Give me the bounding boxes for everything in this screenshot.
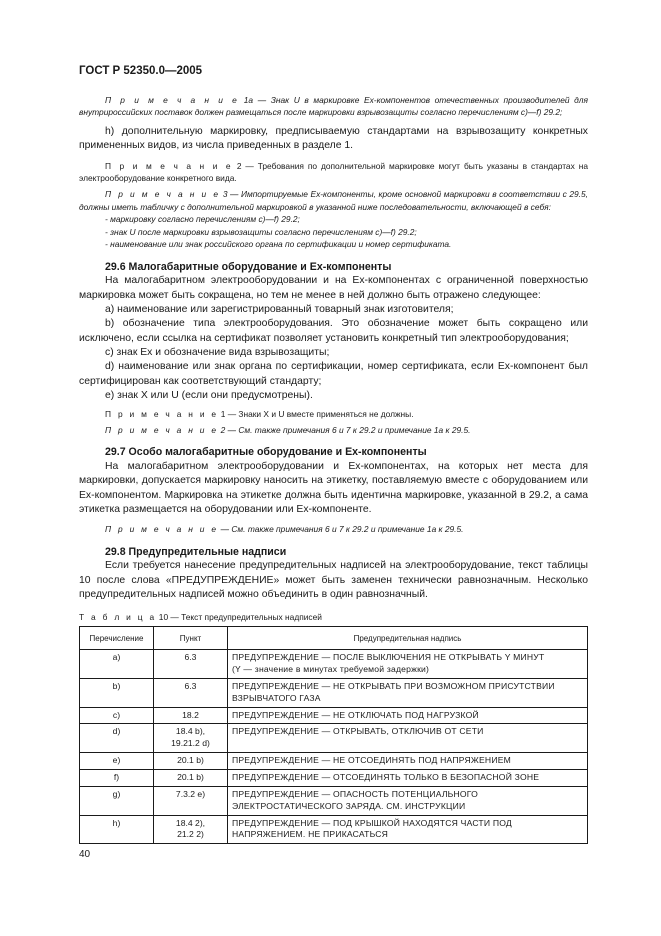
warnings-table [79,626,588,844]
cell-warning: ПРЕДУПРЕЖДЕНИЕ — ОТСОЕДИНЯТЬ ТОЛЬКО В БЕЗОПАСНОЙ ЗОНЕ [228,770,588,787]
table-caption-label: Т а б л и ц а [79,611,157,622]
cell-clause: 6.3 [154,678,228,707]
cell-enum: a) [80,650,154,679]
note-text: — См. также примечания 6 и 7 к 29.2 и примечание 1а к 29.5. [218,524,464,535]
section-29-6-item-b: b) обозначение типа электрооборудования. Это обозначение может быть сокращено или исключено, если ссылка на сертификат позволяет установить конкретный тип электрооборудования; [79,318,588,344]
page-content [79,94,588,844]
table-row [80,786,588,815]
note-text: 2 — Требования по дополнительной маркировке могут быть указаны в стандартах на электрооборудование конкретного вида. [79,160,588,184]
table-row [80,707,588,724]
note-2 [79,160,588,185]
section-29-7-text: На малогабаритном электрооборудовании и Ех-компонентах, на которых нет места для маркировки, допускается маркировку наносить на этикетку, поставляемую вместе с оборудованием или Ех-компонентом. Маркировка на этикетке должна быть идентична маркировке, указанной в 29.2, а сама этикетка размещается на оборудовании или Ех-компоненте. [79,460,588,516]
table-row [80,753,588,770]
table-caption [79,612,588,624]
warning-subtext: (Y — значение в минутах требуемой задержки) [232,664,430,674]
cell-clause: 6.3 [154,650,228,679]
table-row [80,815,588,844]
note-label: П р и м е ч а н и е [105,424,219,435]
note-text: 1 — Знаки X и U вместе применяться не должны. [218,408,414,419]
section-29-6-note-2 [79,424,588,436]
section-29-6-intro: На малогабаритном электрооборудовании и на Ех-компонентах с ограниченной поверхностью маркировка может быть сокращена, но тем не менее в ней должно быть отражено следующее: [79,275,588,301]
column-header-enum: Перечисление [80,627,154,650]
cell-enum: b) [80,678,154,707]
cell-enum: c) [80,707,154,724]
table-row [80,724,588,753]
note-text: 1а — Знак U в маркировке Ех-компонентов отечественных производителей для внутрироссийских поставок должен размещаться после маркировки взрывозащиты согласно перечислениям с)—f) 29.2; [79,95,589,118]
cell-warning: ПРЕДУПРЕЖДЕНИЕ — ОТКРЫВАТЬ, ОТКЛЮЧИВ ОТ СЕТИ [228,724,588,753]
cell-enum: g) [80,786,154,815]
cell-warning: ПРЕДУПРЕЖДЕНИЕ — НЕ ОТКЛЮЧАТЬ ПОД НАГРУЗКОЙ [228,707,588,724]
list-item: - знак U после маркировки взрывозащиты согласно перечислениям с)—f) 29.2; [105,226,417,237]
cell-clause: 7.3.2 e) [154,786,228,815]
cell-warning [228,650,588,679]
table-row [80,770,588,787]
column-header-clause: Пункт [154,627,228,650]
note-text: 3 — Импортируемые Ех-компоненты, кроме основной маркировки в соответствии с 29.5, должны иметь табличку с дополнительной маркировкой в указанной ниже последовательности, включающей в себя: [79,189,588,212]
note-label: П р и м е ч а н и е [105,160,233,171]
item-h: h) дополнительную маркировку, предписываемую стандартами на взрывозащиту конкретных примененных видов, из числа приведенных в разделе 1. [79,125,588,152]
note-label: П р и м е ч а н и е [105,95,240,105]
cell-enum: h) [80,815,154,844]
note-1a [79,94,588,119]
cell-clause: 18.4 2), 21.2 2) [154,815,228,844]
cell-enum: e) [80,753,154,770]
note-label: П р и м е ч а н и е [105,524,219,535]
section-29-6-item-c: с) знак Ех и обозначение вида взрывозащиты; [105,347,330,359]
cell-warning: ПРЕДУПРЕЖДЕНИЕ — НЕ ОТКРЫВАТЬ ПРИ ВОЗМОЖНОМ ПРИСУТСТВИИ ВЗРЫВЧАТОГО ГАЗА [228,678,588,707]
cell-clause: 20.1 b) [154,753,228,770]
section-29-6-note-1 [79,408,588,420]
list-item: - маркировку согласно перечислениям с)—f) 29.2; [105,214,300,225]
section-29-6-item-d: d) наименование или знак органа по сертификации, номер сертификата, если Ех-компонент был сертифицирован как соответствующий стандарту; [79,361,588,387]
list-item: - наименование или знак российского органа по сертификации и номер сертификата. [105,239,452,250]
note-text: 2 — См. также примечания 6 и 7 к 29.2 и примечание 1а к 29.5. [218,424,471,435]
section-29-6-item-a: а) наименование или зарегистрированный товарный знак изготовителя; [105,303,454,315]
cell-clause: 18.2 [154,707,228,724]
table-row [80,650,588,679]
cell-clause: 20.1 b) [154,770,228,787]
note-3 [79,188,588,213]
section-29-7-title: 29.7 Особо малогабаритные оборудование и Ех-компоненты [105,446,427,459]
table-row [80,678,588,707]
note-3-list [79,213,588,250]
note-label: П р и м е ч а н и е [105,408,219,419]
table-caption-text: 10 — Текст предупредительных надписей [156,611,322,622]
note-label: П р и м е ч а н и е [105,189,221,200]
section-29-8-title: 29.8 Предупредительные надписи [105,545,287,558]
section-29-6-title: 29.6 Малогабаритные оборудование и Ех-компоненты [105,260,392,273]
column-header-warning: Предупредительная надпись [228,627,588,650]
table-header-row [80,627,588,650]
cell-clause: 18.4 b), 19.21.2 d) [154,724,228,753]
cell-warning: ПРЕДУПРЕЖДЕНИЕ — ПОД КРЫШКОЙ НАХОДЯТСЯ ЧАСТИ ПОД НАПРЯЖЕНИЕМ. НЕ ПРИКАСАТЬСЯ [228,815,588,844]
section-29-8-text: Если требуется нанесение предупредительных надписей на электрооборудование, текст таблицы 10 после слова «ПРЕДУПРЕЖДЕНИЕ» может быть заменен технически равнозначным. Несколько предупредительных надписей можно объединить в один равнозначный. [79,560,588,601]
section-29-6-item-e: е) знак X или U (если они предусмотрены). [105,390,313,402]
document-header: ГОСТ Р 52350.0—2005 [79,65,203,77]
section-29-7-note [79,523,588,535]
cell-enum: d) [80,724,154,753]
cell-warning: ПРЕДУПРЕЖДЕНИЕ — НЕ ОТСОЕДИНЯТЬ ПОД НАПРЯЖЕНИЕМ [228,753,588,770]
cell-enum: f) [80,770,154,787]
page-number: 40 [79,849,91,860]
cell-warning: ПРЕДУПРЕЖДЕНИЕ — ОПАСНОСТЬ ПОТЕНЦИАЛЬНОГО ЭЛЕКТРОСТАТИЧЕСКОГО ЗАРЯДА. СМ. ИНСТРУКЦИИ [228,786,588,815]
warning-text: ПРЕДУПРЕЖДЕНИЕ — ПОСЛЕ ВЫКЛЮЧЕНИЯ НЕ ОТКРЫВАТЬ Y МИНУТ [232,652,545,663]
